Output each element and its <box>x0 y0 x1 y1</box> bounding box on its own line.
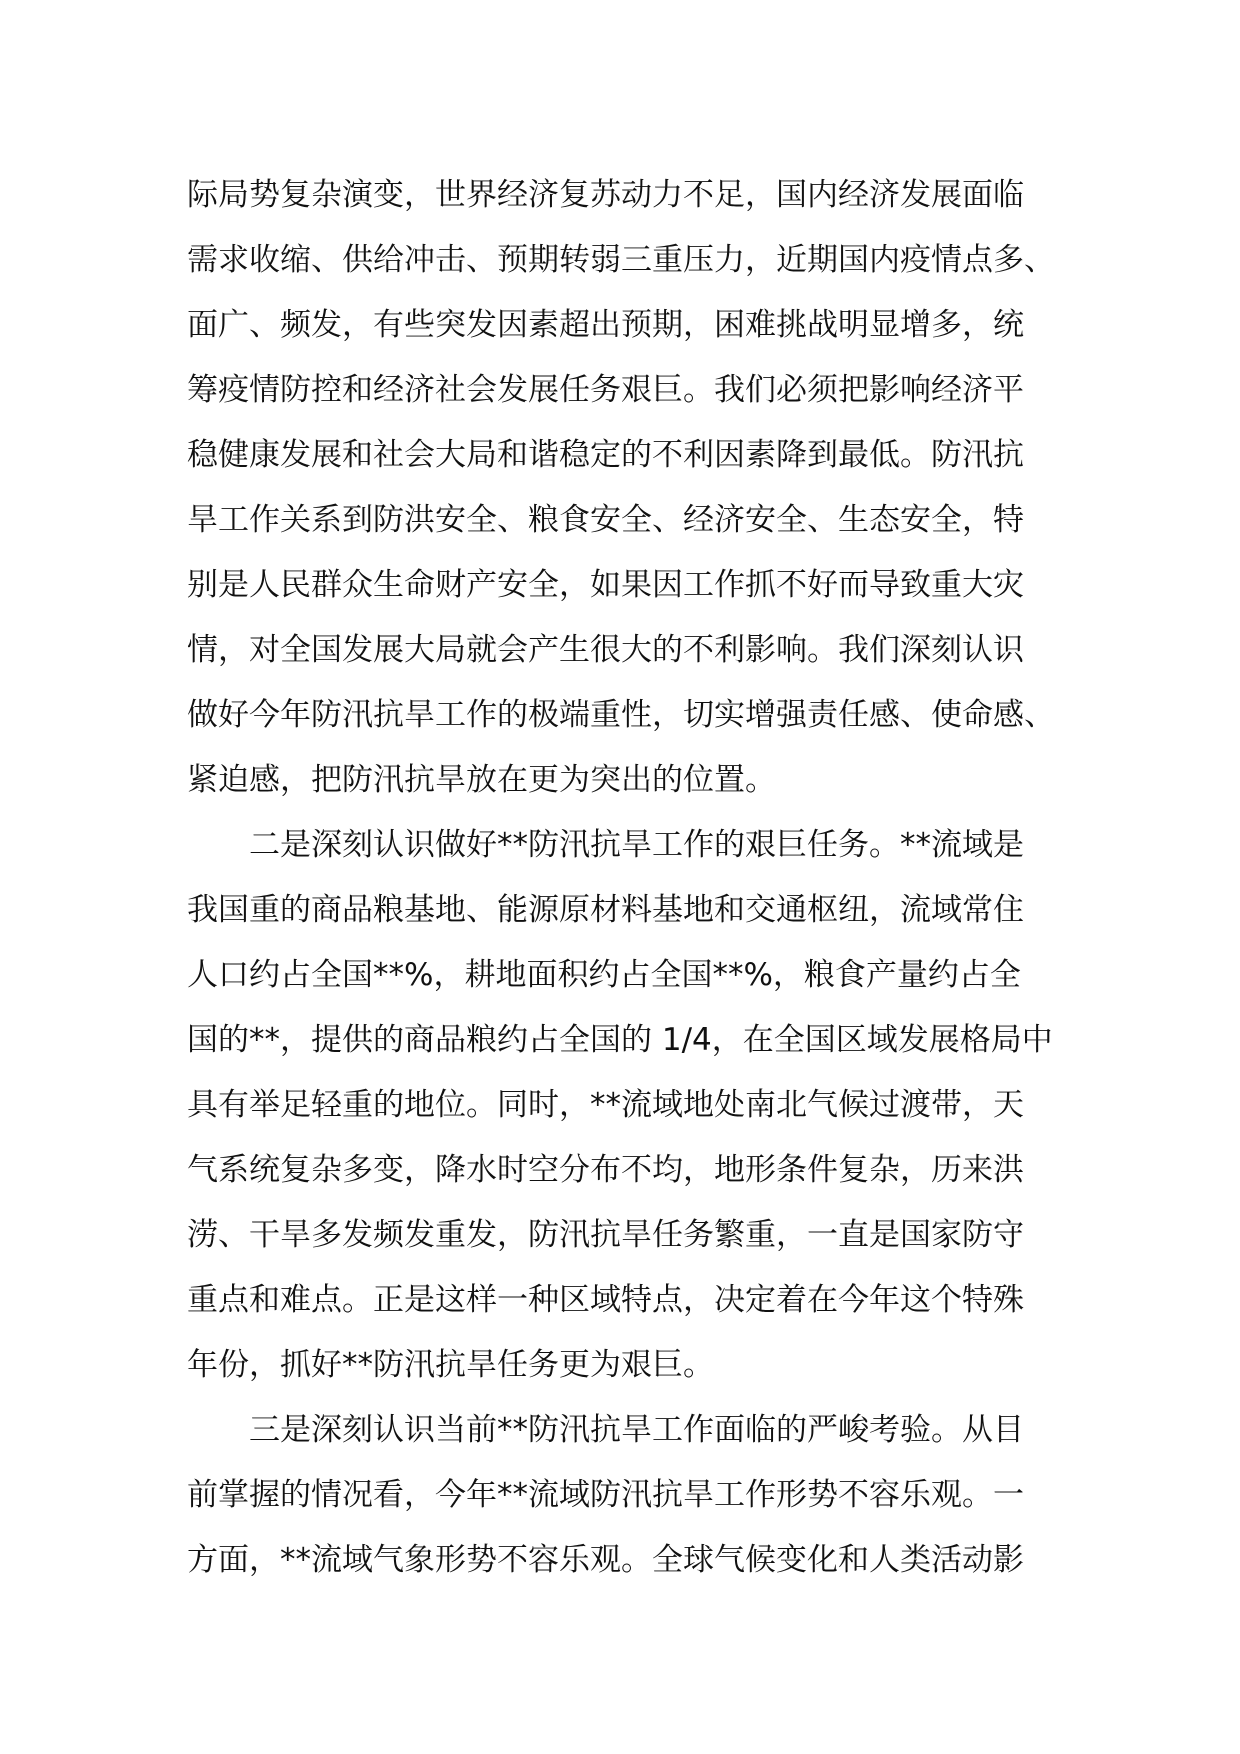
text-line: 年份，抓好**防汛抗旱任务更为艰巨。 <box>187 1347 714 1383</box>
text-line: 筹疫情防控和经济社会发展任务艰巨。我们必须把影响经济平 <box>187 372 1024 408</box>
body-text <box>187 163 1067 1593</box>
text-line: 稳健康发展和社会大局和谐稳定的不利因素降到最低。防汛抗 <box>187 437 1024 473</box>
text-line: 涝、干旱多发频发重发，防汛抗旱任务繁重，一直是国家防守 <box>187 1217 1024 1253</box>
text-line: 需求收缩、供给冲击、预期转弱三重压力，近期国内疫情点多、 <box>187 242 1055 278</box>
text-line: 前掌握的情况看，今年**流域防汛抗旱工作形势不容乐观。一 <box>187 1477 1024 1513</box>
text-line: 做好今年防汛抗旱工作的极端重性，切实增强责任感、使命感、 <box>187 697 1055 733</box>
text-line: 面广、频发，有些突发因素超出预期，困难挑战明显增多，统 <box>187 307 1024 343</box>
text-line: 气系统复杂多变，降水时空分布不均，地形条件复杂，历来洪 <box>187 1152 1024 1188</box>
text-line: 情，对全国发展大局就会产生很大的不利影响。我们深刻认识 <box>187 632 1024 668</box>
text-line: 别是人民群众生命财产安全，如果因工作抓不好而导致重大灾 <box>187 567 1024 603</box>
text-line: 我国重的商品粮基地、能源原材料基地和交通枢纽，流域常住 <box>187 892 1024 928</box>
text-line: 方面，**流域气象形势不容乐观。全球气候变化和人类活动影 <box>187 1542 1024 1578</box>
text-line: 具有举足轻重的地位。同时，**流域地处南北气候过渡带，天 <box>187 1087 1024 1123</box>
text-line: 际局势复杂演变，世界经济复苏动力不足，国内经济发展面临 <box>187 177 1024 213</box>
paragraph-start-line: 二是深刻认识做好**防汛抗旱工作的艰巨任务。**流域是 <box>249 827 1024 863</box>
text-line: 国的**，提供的商品粮约占全国的 1/4，在全国区域发展格局中 <box>187 1022 1053 1058</box>
paragraph-start-line: 三是深刻认识当前**防汛抗旱工作面临的严峻考验。从目 <box>249 1412 1024 1448</box>
text-line: 重点和难点。正是这样一种区域特点，决定着在今年这个特殊 <box>187 1282 1024 1318</box>
text-line: 人口约占全国**%，耕地面积约占全国**%，粮食产量约占全 <box>187 957 1021 993</box>
text-line: 紧迫感，把防汛抗旱放在更为突出的位置。 <box>187 762 776 798</box>
text-line: 旱工作关系到防洪安全、粮食安全、经济安全、生态安全，特 <box>187 502 1024 538</box>
